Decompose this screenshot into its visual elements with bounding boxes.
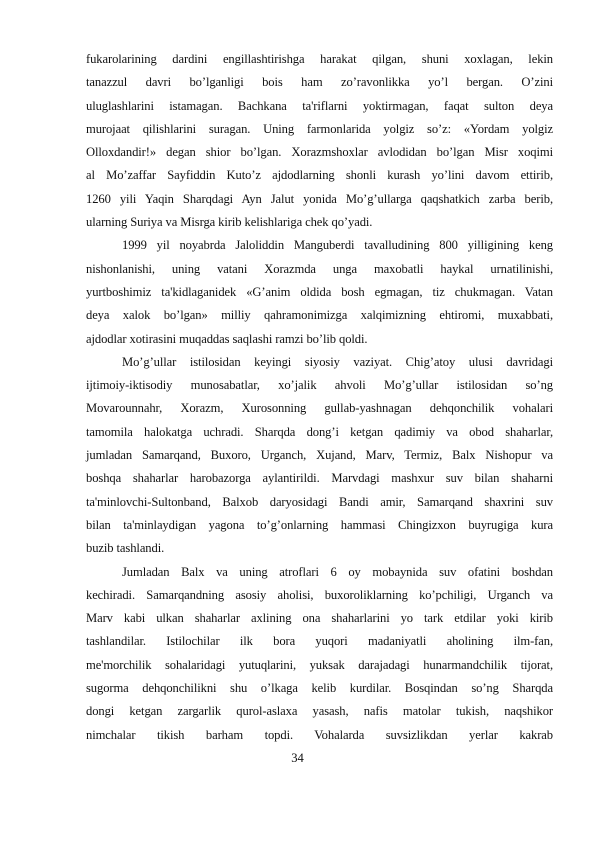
text-line: al Mo’zaffar Sayfiddin Kuto’z ajdodlarning shonli kurash yo’lini davom ettirib, — [86, 168, 553, 183]
text-line: Marv kabi ulkan shaharlar axlining ona shaharlarini yo tark etdilar yoki kirib — [86, 611, 553, 626]
text-line: kechiradi. Samarqandning asosiy aholisi, buxoroliklarning ko’pchiligi, Urganch va — [86, 587, 553, 602]
text-line: nishonlanishi, uning vatani Xorazmda unga maxobatli haykal urnatilinishi, — [86, 261, 553, 276]
text-line: fukarolarining dardini engillashtirishga harakat qilgan, shuni xoxlagan, lekin — [86, 52, 553, 66]
text-line: buzib tashlandi. — [86, 541, 165, 556]
text-line: nimchalar tikish barham topdi. Vohalarda suvsizlikdan yerlar kakrab — [86, 727, 553, 742]
text-line: ularning Suriya va Misrga kirib kelishlariga chek qo’yadi. — [86, 215, 373, 230]
text-line: Jumladan Balx va uning atroflari 6 oy mobaynida suv ofatini boshdan — [122, 564, 553, 579]
text-line: tanazzul davri bo’lganligi bois ham zo’ravonlikka yo’l bergan. O’zini — [86, 75, 553, 90]
text-line: sugorma dehqonchilikni shu o’lkaga kelib kurdilar. Bosqindan so’ng Sharqda — [86, 681, 553, 696]
text-line: yurtboshimiz ta'kidlaganidek «G’anim oldida bosh egmagan, tiz chukmagan. Vatan — [86, 284, 553, 299]
document-body — [86, 48, 553, 747]
text-line: Movarounnahr, Xorazm, Xurosonning gullab-yashnagan dehqonchilik vohalari — [86, 401, 553, 416]
text-line: Mo’g’ullar istilosidan keyingi siyosiy vaziyat. Chig’atoy ulusi davridagi — [122, 354, 553, 369]
text-line: deya xalok bo’lgan» milliy qahramonimizga xalqimizning ehtiromi, muxabbati, — [86, 308, 553, 323]
text-line: uluglashlarini istamagan. Bachkana ta'riflarni yoktirmagan, faqat sulton deya — [86, 98, 553, 113]
text-line: murojaat qilishlarini suragan. Uning farmonlarida yolgiz so’z: «Yordam yolgiz — [86, 121, 553, 136]
text-line: ajdodlar xotirasini muqaddas saqlashi ramzi bo’lib qoldi. — [86, 331, 368, 346]
text-line: Olloxdandir!» degan shior bo’lgan. Xorazmshoxlar avlodidan bo’lgan Misr xoqimi — [86, 145, 553, 160]
text-line: bilan ta'minlaydigan yagona to’g’onlarning hammasi Chingizxon buyrugiga kura — [86, 517, 553, 532]
text-line: 1999 yil noyabrda Jaloliddin Manguberdi tavalludining 800 yilligining keng — [122, 238, 553, 253]
text-line: me'morchilik sohalaridagi yutuqlarini, yuksak darajadagi hunarmandchilik tijorat, — [86, 657, 553, 672]
text-line: tashlandilar. Istilochilar ilk bora yuqori madaniyatli aholining ilm-fan, — [86, 634, 553, 649]
text-line: 1260 yili Yaqin Sharqdagi Ayn Jalut yonida Mo’g’ullarga qaqshatkich zarba berib, — [86, 191, 553, 206]
text-line: jumladan Samarqand, Buxoro, Urganch, Xujand, Marv, Termiz, Balx Nishopur va — [86, 448, 553, 463]
page-number: 34 — [291, 751, 304, 765]
text-line: ijtimoiy-iktisodiy munosabatlar, xo’jalik ahvoli Mo’g’ullar istilosidan so’ng — [86, 378, 553, 393]
text-line: tamomila halokatga uchradi. Sharqda dong’i ketgan qadimiy va obod shaharlar, — [86, 424, 553, 439]
text-line: boshqa shaharlar harobazorga aylantirildi. Marvdagi mashxur suv bilan shaharni — [86, 471, 553, 486]
text-line: dongi ketgan zargarlik qurol-aslaxa yasash, nafis matolar tukish, naqshikor — [86, 704, 553, 719]
text-line: ta'minlovchi-Sultonband, Balxob daryosidagi Bandi amir, Samarqand shaxrini suv — [86, 494, 553, 509]
